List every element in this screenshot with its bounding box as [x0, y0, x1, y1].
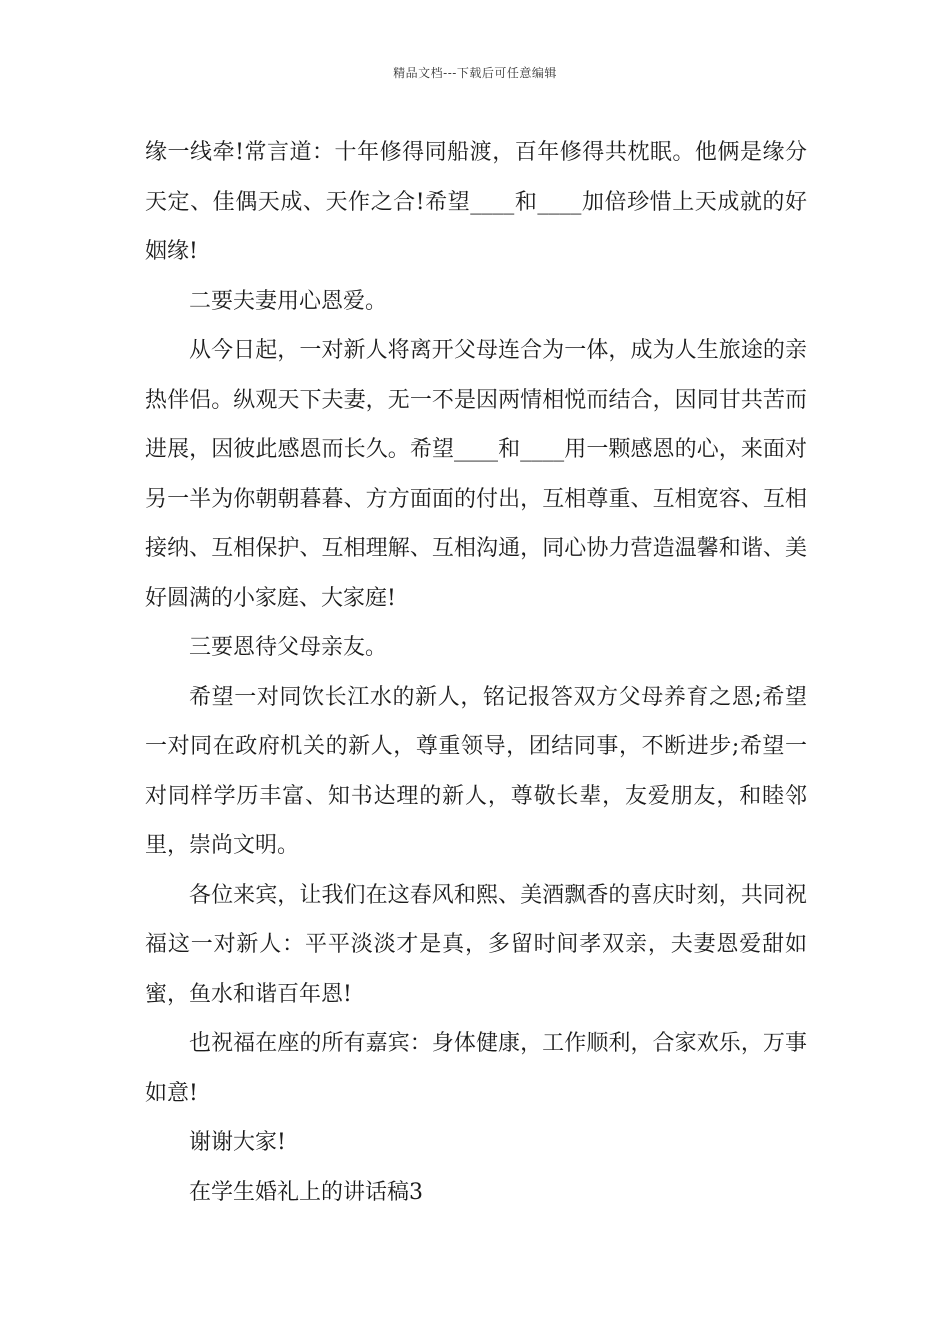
page-header: 精品文档---下载后可任意编辑	[393, 66, 557, 80]
paragraph-3: 从今日起，一对新人将离开父母连合为一体，成为人生旅途的亲热伴侣。纵观天下夫妻，无一不是因两情相悦而结合，因同甘共苦而进展，因彼此感恩而长久。希望____和____用一颗感恩的心，来面对另一半为你朝朝暮暮、方方面面的付出，互相尊重、互相宽容、互相接纳、互相保护、互相理解、互相沟通，同心协力营造温馨和谐、美好圆满的小家庭、大家庭!	[145, 338, 807, 611]
document-body	[145, 128, 807, 1217]
paragraph-8: 谢谢大家!	[189, 1130, 286, 1155]
paragraph-5: 希望一对同饮长江水的新人，铭记报答双方父母养育之恩;希望一对同在政府机关的新人，尊重领导，团结同事，不断进步;希望一对同样学历丰富、知书达理的新人，尊敬长辈，友爱朋友，和睦邻里，崇尚文明。	[145, 684, 807, 858]
section-heading-2: 二要夫妻用心恩爱。	[189, 288, 388, 314]
paragraph-7: 也祝福在座的所有嘉宾：身体健康，工作顺利，合家欢乐，万事如意!	[145, 1031, 807, 1106]
paragraph-1: 缘一线牵!常言道：十年修得同船渡，百年修得共枕眠。他俩是缘分天定、佳偶天成、天作之合!希望____和____加倍珍惜上天成就的好姻缘!	[145, 140, 807, 264]
paragraph-6: 各位来宾，让我们在这春风和熙、美酒飘香的喜庆时刻，共同祝福这一对新人：平平淡淡才是真，多留时间孝双亲，夫妻恩爱甜如蜜，鱼水和谐百年恩!	[145, 882, 807, 1007]
document-title-next: 在学生婚礼上的讲话稿3	[189, 1179, 423, 1205]
section-heading-4: 三要恩待父母亲友。	[189, 635, 388, 660]
